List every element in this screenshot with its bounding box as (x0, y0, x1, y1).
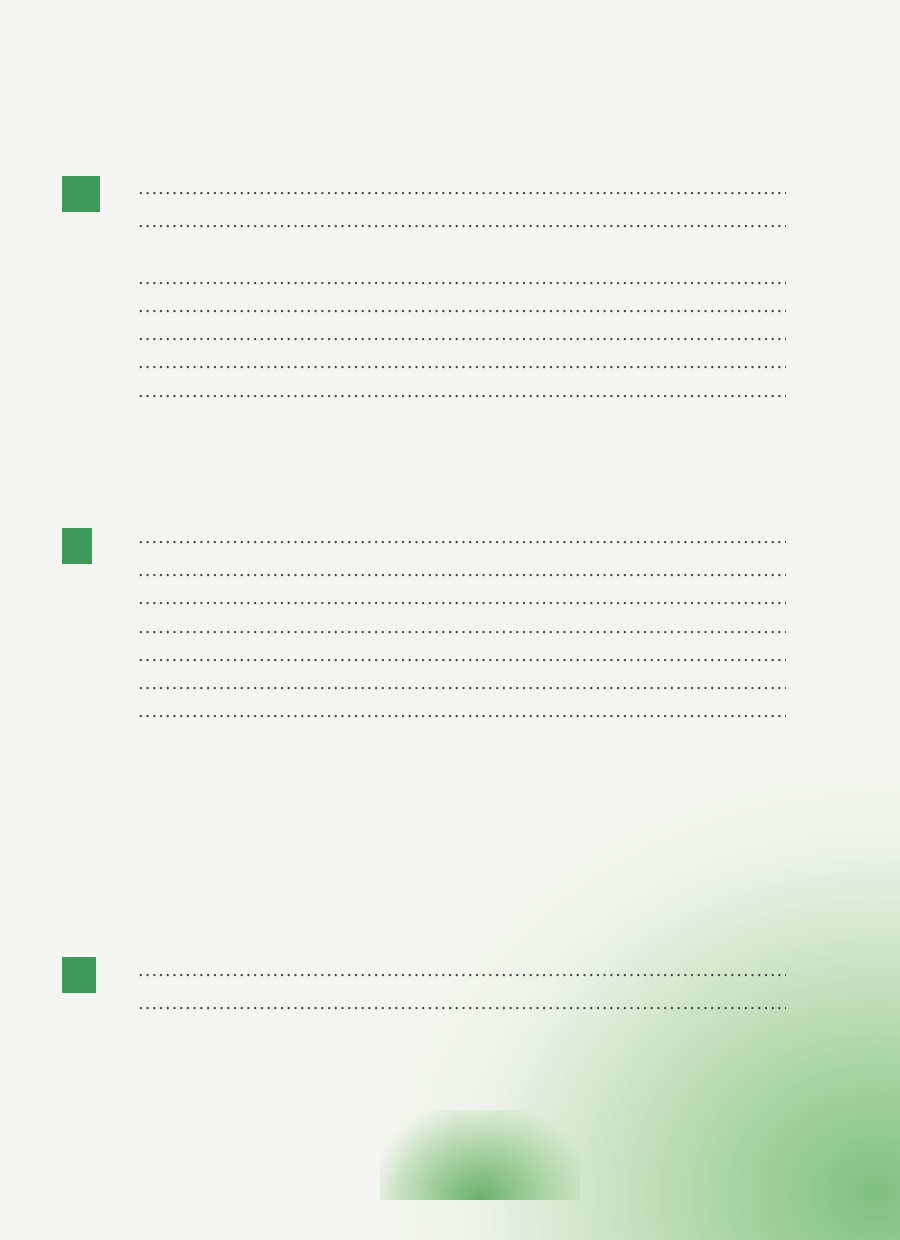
toc-entry[interactable] (132, 585, 832, 613)
toc-entry-continuation[interactable] (132, 557, 832, 585)
toc-entry[interactable] (132, 670, 832, 698)
chapter-marker-2 (62, 957, 96, 993)
chapter-marker-1 (62, 528, 92, 564)
chapter-heading-entry[interactable] (132, 956, 832, 986)
top-dot-border (0, 48, 900, 68)
toc-entry[interactable] (132, 208, 832, 236)
toc-entry[interactable] (132, 642, 832, 670)
toc-entry[interactable] (132, 378, 832, 406)
toc-entry[interactable] (132, 236, 832, 264)
toc-entry[interactable] (132, 698, 832, 726)
chapter-intro (132, 174, 832, 406)
toc-entry-continuation[interactable] (132, 614, 832, 642)
toc-entry[interactable] (132, 321, 832, 349)
toc-entry-continuation[interactable] (132, 990, 832, 1018)
chapter-heading-entry[interactable] (132, 174, 832, 204)
toc-entry[interactable] (132, 293, 832, 321)
chapter-heading-entry[interactable] (132, 523, 832, 553)
chapter-1 (132, 523, 832, 727)
left-dot-border (10, 0, 30, 1200)
chapter-marker-intro (62, 176, 100, 212)
toc-entry[interactable] (132, 265, 832, 293)
page-number-glow (380, 1110, 580, 1200)
chapter-2 (132, 956, 832, 1018)
toc-entry-continuation[interactable] (132, 349, 832, 377)
